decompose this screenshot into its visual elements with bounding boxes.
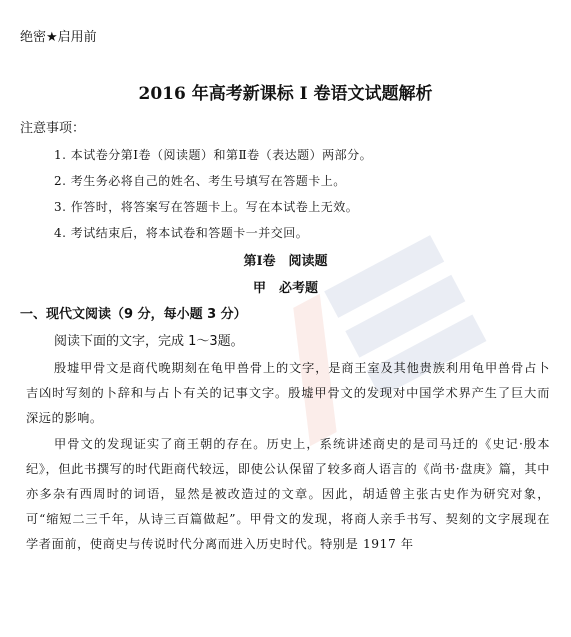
notice-heading: 注意事项： [20, 121, 86, 136]
notice-item-1: 1. 本试卷分第Ⅰ卷（阅读题）和第Ⅱ卷（表达题）两部分。 [54, 148, 373, 162]
confidential-label: 绝密★启用前 [20, 30, 97, 45]
notice-item-4: 4. 考试结束后，将本试卷和答题卡一并交回。 [54, 226, 309, 240]
notice-item-2: 2. 考生务必将自己的姓名、考生号填写在答题卡上。 [54, 174, 346, 188]
passage-paragraph-2: 甲骨文的发现证实了商王朝的存在。历史上，系统讲述商史的是司马迁的《史记·殷本纪》，但此书撰写的时代距商代较远，即使公认保留了较多商人语言的《尚书·盘庚》篇，其中亦多杂有西周时的词语，显然是被改造过的文章。因此，胡适曾主张古史作为研究对象，可“缩短二三千年，从诗三百篇做起”。甲骨文的发现，将商人亲手书写、契刻的文字展现在学者面前，使商史与传说时代分离而进入历史时代。特别是 1917 年 [26, 437, 550, 551]
section-heading: 一、现代文阅读（9 分，每小题 3 分） [20, 307, 247, 322]
exam-title: 2016 年高考新课标 I 卷语文试题解析 [138, 84, 433, 104]
passage-paragraph-1: 殷墟甲骨文是商代晚期刻在龟甲兽骨上的文字，是商王室及其他贵族利用龟甲兽骨占卜吉凶时写刻的卜辞和与占卜有关的记事文字。殷墟甲骨文的发现对中国学术界产生了巨大而深远的影响。 [26, 361, 550, 425]
part-heading: 甲 必考题 [252, 281, 318, 296]
notice-item-3: 3. 作答时，将答案写在答题卡上。写在本试卷上无效。 [54, 200, 359, 214]
volume-heading: 第Ⅰ卷 阅读题 [243, 254, 328, 269]
reading-instruction: 阅读下面的文字，完成 1～3题。 [54, 334, 244, 349]
